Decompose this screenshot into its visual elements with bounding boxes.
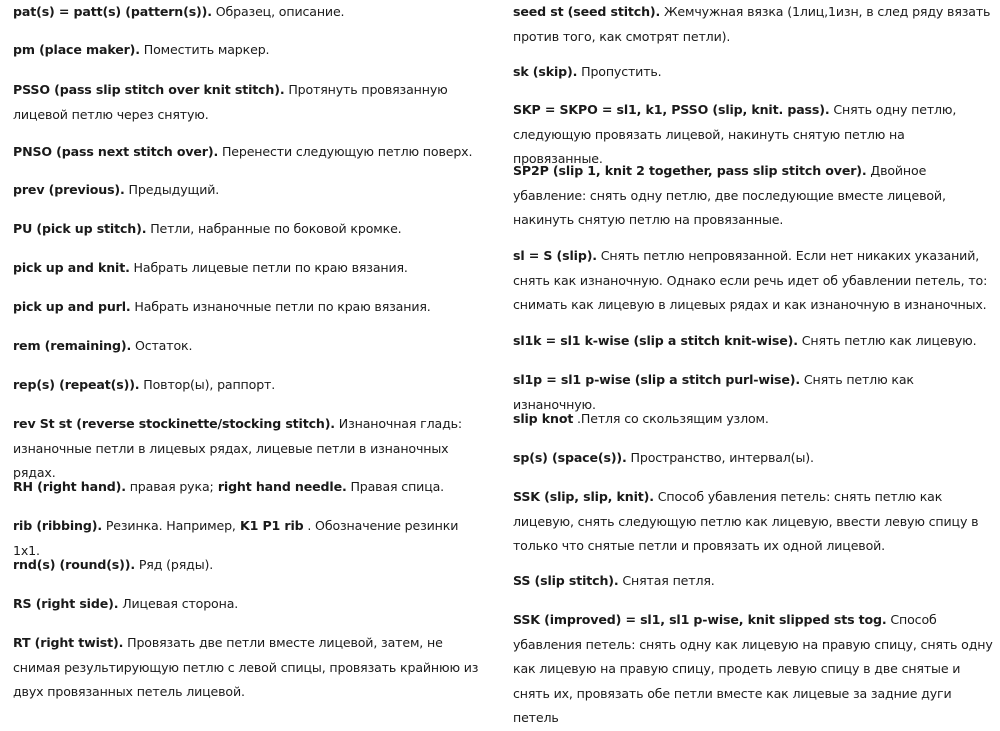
glossary-entry bbox=[513, 244, 995, 318]
glossary-entry bbox=[513, 485, 995, 559]
glossary-entry bbox=[13, 475, 488, 500]
entry-term: slip knot bbox=[513, 411, 574, 426]
entry-term: prev (previous). bbox=[13, 182, 125, 197]
entry-term: sk (skip). bbox=[513, 64, 578, 79]
glossary-entry bbox=[513, 329, 995, 354]
entry-term: SS (slip stitch). bbox=[513, 573, 619, 588]
entry-definition: Провязать две петли вместе лицевой, затем, не снимая результирующую петлю с левой спицы, провязать крайнюю из двух провязанных петель лицевой. bbox=[13, 635, 479, 699]
glossary-entry bbox=[13, 256, 488, 281]
entry-definition: Остаток. bbox=[131, 338, 193, 353]
entry-definition: Перенести следующую петлю поверх. bbox=[218, 144, 473, 159]
glossary-entry bbox=[513, 608, 995, 731]
entry-definition: правая рука; bbox=[125, 479, 214, 494]
entry-definition: .Петля со скользящим узлом. bbox=[573, 411, 769, 426]
glossary-entry bbox=[513, 0, 995, 49]
entry-term: SKP = SKPO = sl1, k1, PSSO (slip, knit. pass). bbox=[513, 102, 830, 117]
entry-definition: Предыдущий. bbox=[124, 182, 220, 197]
entry-term: rep(s) (repeat(s)). bbox=[13, 377, 140, 392]
glossary-entry bbox=[13, 178, 488, 203]
entry-definition: Петли, набранные по боковой кромке. bbox=[146, 221, 402, 236]
entry-term: pick up and purl. bbox=[13, 299, 131, 314]
entry-definition-secondary: Правая спица. bbox=[346, 479, 445, 494]
glossary-entry bbox=[13, 0, 488, 25]
entry-term: PNSO (pass next stitch over). bbox=[13, 144, 219, 159]
entry-definition: Набрать лицевые петли по краю вязания. bbox=[129, 260, 408, 275]
glossary-entry bbox=[513, 159, 995, 233]
entry-term: sl = S (slip). bbox=[513, 248, 597, 263]
glossary-entry bbox=[513, 60, 995, 85]
entry-definition: Способ убавления петель: снять одну как лицевую на правую спицу, снять одну как лицевую на правую спицу, продеть левую спицу в две снятые и снять их, провязать обе петли вместе как лицевые за задние дуги петель bbox=[513, 612, 993, 725]
glossary-entry bbox=[513, 446, 995, 471]
glossary-entry bbox=[13, 553, 488, 578]
glossary-entry bbox=[13, 592, 488, 617]
entry-term: rnd(s) (round(s)). bbox=[13, 557, 135, 572]
entry-definition: Снятая петля. bbox=[618, 573, 715, 588]
entry-term: SSK (improved) = sl1, sl1 p-wise, knit slipped sts tog. bbox=[513, 612, 887, 627]
entry-term: rem (remaining). bbox=[13, 338, 132, 353]
glossary-entry bbox=[13, 631, 488, 705]
entry-definition: Пространство, интервал(ы). bbox=[626, 450, 814, 465]
entry-definition: Поместить маркер. bbox=[139, 42, 270, 57]
entry-term: rib (ribbing). bbox=[13, 518, 102, 533]
entry-definition: Образец, описание. bbox=[211, 4, 345, 19]
entry-term: sl1k = sl1 k-wise (slip a stitch knit-wise). bbox=[513, 333, 798, 348]
entry-definition: Жемчужная вязка (1лиц,1изн, в след ряду вязать против того, как смотрят петли). bbox=[513, 4, 991, 44]
entry-definition: Снять петлю как изнаночную. bbox=[513, 372, 914, 412]
entry-term: sp(s) (space(s)). bbox=[513, 450, 627, 465]
entry-term: pat(s) = patt(s) (pattern(s)). bbox=[13, 4, 212, 19]
entry-definition: Повтор(ы), раппорт. bbox=[139, 377, 276, 392]
glossary-entry bbox=[13, 373, 488, 398]
glossary-entry bbox=[513, 407, 995, 432]
entry-definition: Лицевая сторона. bbox=[118, 596, 239, 611]
entry-term: RS (right side). bbox=[13, 596, 119, 611]
glossary-entry bbox=[13, 295, 488, 320]
entry-definition: Резинка. Например, bbox=[101, 518, 236, 533]
glossary-entry bbox=[13, 140, 488, 165]
entry-term: pm (place maker). bbox=[13, 42, 140, 57]
entry-term-secondary: right hand needle. bbox=[213, 479, 347, 494]
entry-term: seed st (seed stitch). bbox=[513, 4, 661, 19]
entry-definition: Способ убавления петель: снять петлю как лицевую, снять следующую петлю как лицевую, ввести левую спицу в только что снятые петли и провязать их одной лицевой. bbox=[513, 489, 979, 553]
entry-term: RT (right twist). bbox=[13, 635, 124, 650]
entry-definition: Двойное убавление: снять одну петлю, две последующие вместе лицевой, накинуть снятую петлю на провязанные. bbox=[513, 163, 946, 227]
entry-definition: Снять петлю как лицевую. bbox=[797, 333, 977, 348]
entry-definition-secondary: . Обозначение резинки 1х1. bbox=[13, 518, 459, 558]
entry-definition: Ряд (ряды). bbox=[135, 557, 214, 572]
glossary-entry bbox=[13, 217, 488, 242]
entry-term: RH (right hand). bbox=[13, 479, 126, 494]
glossary-entry bbox=[13, 334, 488, 359]
entry-term: pick up and knit. bbox=[13, 260, 130, 275]
entry-term-secondary: K1 P1 rib bbox=[235, 518, 304, 533]
glossary-entry bbox=[13, 38, 488, 63]
glossary-entry bbox=[513, 569, 995, 594]
entry-definition: Изнаночная гладь: изнаночные петли в лицевых рядах, лицевые петли в изнаночных рядах. bbox=[13, 416, 462, 480]
entry-definition: Снять одну петлю, следующую провязать лицевой, накинуть снятую петлю на провязанные. bbox=[513, 102, 957, 166]
entry-definition: Снять петлю непровязанной. Если нет никаких указаний, снять как изнаночную. Однако если речь идет об убавлении петель, то: снимать как лицевую в лицевых рядах и как изнаночную в изнаночных. bbox=[513, 248, 988, 312]
entry-term: PSSO (pass slip stitch over knit stitch). bbox=[13, 82, 285, 97]
entry-term: sl1p = sl1 p-wise (slip a stitch purl-wise). bbox=[513, 372, 800, 387]
entry-term: SP2P (slip 1, knit 2 together, pass slip stitch over). bbox=[513, 163, 867, 178]
entry-definition: Протянуть провязанную лицевой петлю через снятую. bbox=[13, 82, 448, 122]
entry-definition: Набрать изнаночные петли по краю вязания. bbox=[130, 299, 431, 314]
entry-term: PU (pick up stitch). bbox=[13, 221, 147, 236]
entry-definition: Пропустить. bbox=[577, 64, 662, 79]
entry-term: rev St st (reverse stockinette/stocking stitch). bbox=[13, 416, 335, 431]
entry-term: SSK (slip, slip, knit). bbox=[513, 489, 654, 504]
glossary-entry bbox=[13, 78, 488, 127]
